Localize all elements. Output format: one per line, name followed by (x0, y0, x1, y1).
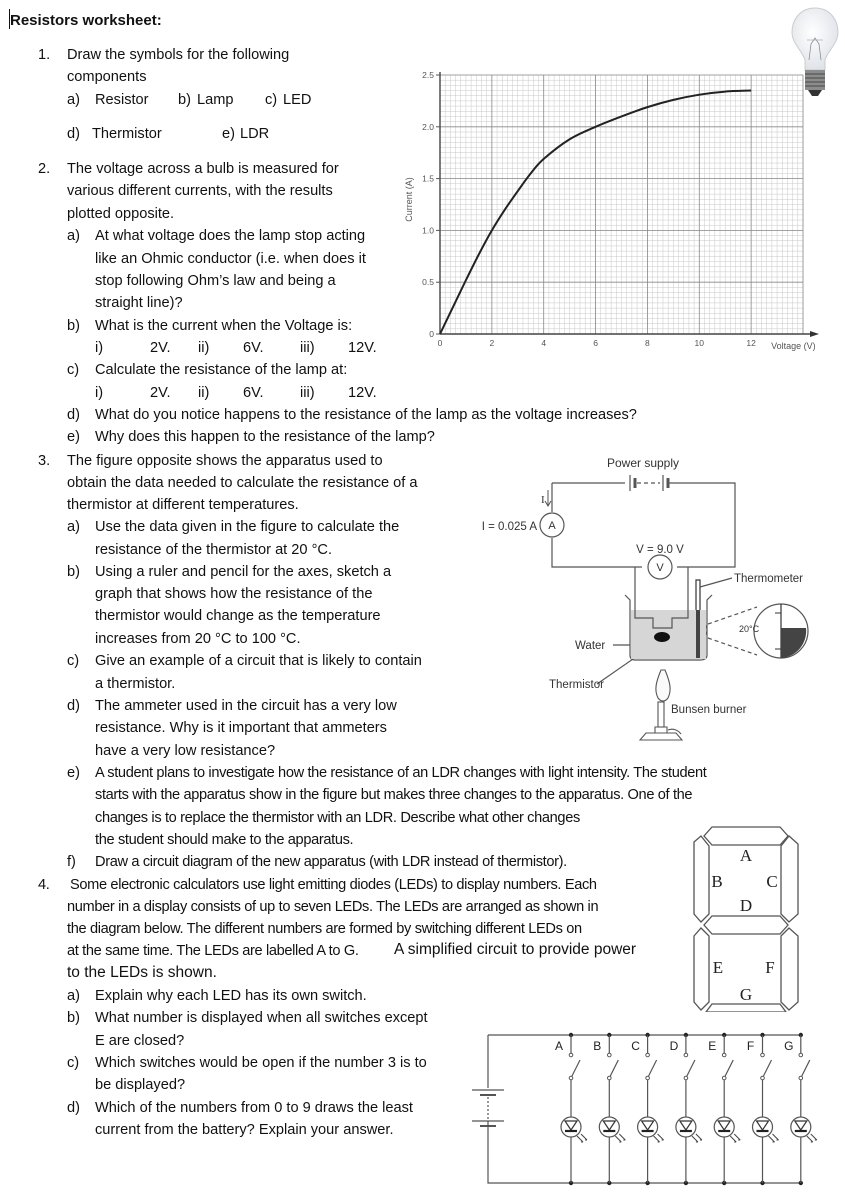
q3a-line2: resistance of the thermistor at 20 °C. (95, 542, 333, 558)
q3c-label: c) (67, 653, 80, 669)
segment-label-c: C (766, 872, 778, 891)
q2b-text: What is the current when the Voltage is: (95, 318, 353, 334)
q3a-line1: Use the data given in the figure to calculate the (95, 519, 400, 535)
led-icon (561, 1117, 587, 1142)
q3-intro-3: thermistor at different temperatures. (67, 497, 299, 513)
chart-y-tick-label: 2.0 (422, 121, 434, 132)
switch-c[interactable] (646, 1053, 657, 1080)
q3b-line3: thermistor would change as the temperature (95, 608, 381, 624)
q2-intro-2: various different currents, with the results (67, 183, 333, 199)
segment-label-b: B (711, 872, 723, 891)
q1-item-e-label: e) (222, 126, 235, 142)
q2c-iii-value: 12V. (348, 385, 377, 401)
light-rays-icon (769, 1134, 779, 1142)
q2d-label: d) (67, 407, 80, 423)
q4-line5: to the LEDs is shown. (67, 964, 217, 981)
switch-lever (802, 1060, 810, 1076)
segment-f (781, 928, 798, 1010)
segment-label-a: A (739, 846, 753, 865)
chart-x-tick-label: 4 (541, 338, 547, 348)
q4-line4a: at the same time. The LEDs are labelled A to G. (67, 943, 359, 959)
chart-x-tick-label: 10 (694, 338, 705, 348)
q1-text-line2: components (67, 69, 147, 85)
q3d-line3: have a very low resistance? (95, 743, 276, 759)
q2c-iii: iii) (300, 385, 315, 401)
q2d-text: What do you notice happens to the resistance of the lamp as the voltage increases? (95, 407, 637, 423)
seven-segment-display (690, 822, 810, 1012)
q4b-line2: E are closed? (95, 1033, 185, 1049)
switch-label-a: A (554, 1039, 564, 1053)
q2-intro-1: The voltage across a bulb is measured for (67, 161, 339, 177)
led-icon (714, 1117, 740, 1142)
q3b-line4: increases from 20 °C to 100 °C. (95, 631, 301, 647)
switch-contact (799, 1076, 803, 1080)
q1-number: 1. (38, 47, 51, 63)
q4b-label: b) (67, 1010, 80, 1026)
chart-x-tick-label: 0 (437, 338, 443, 348)
led-branch (555, 1033, 587, 1185)
chart-y-tick-label: 0.5 (422, 277, 434, 288)
light-bulb-icon (788, 4, 842, 100)
led-branch (708, 1033, 740, 1185)
light-rays-icon (730, 1134, 740, 1142)
switch-contact (722, 1053, 726, 1057)
switch-contact (646, 1076, 650, 1080)
switch-label-b: B (593, 1039, 602, 1053)
q1-item-e: LDR (240, 126, 270, 142)
light-rays-icon (577, 1134, 587, 1142)
switch-contact (608, 1076, 612, 1080)
q2b-iii-value: 12V. (348, 340, 377, 356)
q3-intro-1: The figure opposite shows the apparatus used to (67, 453, 383, 469)
current-arrow-icon (545, 490, 551, 506)
q3e-label: e) (67, 765, 80, 781)
segment-c (781, 836, 798, 922)
led-icon (676, 1117, 702, 1142)
q1-item-c: LED (283, 92, 312, 108)
q4-line3: the diagram below. The different numbers are formed by switching different LEDs on (67, 921, 582, 937)
chart-x-tick-label: 8 (645, 338, 650, 348)
led-icon (753, 1117, 779, 1142)
segment-a (704, 827, 788, 845)
chart-x-tick-label: 6 (593, 338, 598, 348)
temperature-reading: 20°C (739, 624, 760, 634)
switch-e[interactable] (722, 1053, 733, 1080)
q2e-label: e) (67, 429, 80, 445)
segment-d (704, 916, 788, 934)
switch-contact (608, 1053, 612, 1057)
switch-lever (610, 1060, 618, 1076)
light-rays-icon (807, 1134, 817, 1142)
q2e-text: Why does this happen to the resistance of the lamp? (95, 429, 435, 445)
thermistor-apparatus-figure (460, 450, 840, 750)
light-rays-icon (654, 1134, 664, 1142)
q2-number: 2. (38, 161, 51, 177)
segment-g (706, 1004, 786, 1012)
q2-intro-3: plotted opposite. (67, 206, 175, 222)
q2b-label: b) (67, 318, 80, 334)
q3a-label: a) (67, 519, 80, 535)
switch-lever (572, 1060, 580, 1076)
q4a-label: a) (67, 988, 80, 1004)
led-icon (638, 1117, 664, 1142)
q2c-i: i) (95, 385, 104, 401)
q3c-line2: a thermistor. (95, 676, 176, 692)
ammeter-symbol: A (548, 520, 556, 532)
q2c-label: c) (67, 362, 80, 378)
q3e-line1: A student plans to investigate how the resistance of an LDR changes with light intensity. The student (95, 765, 707, 781)
switch-contact (684, 1076, 688, 1080)
chart-y-tick-label: 1.0 (422, 225, 434, 236)
switch-lever (725, 1060, 733, 1076)
q1-text-line1: Draw the symbols for the following (67, 47, 290, 63)
led-branch (747, 1033, 779, 1185)
q3d-line2: resistance. Why is it important that ammeters (95, 720, 387, 736)
voltage-value-label: V = 9.0 V (636, 544, 684, 556)
q3d-line1: The ammeter used in the circuit has a very low (95, 698, 397, 714)
q2b-i-value: 2V. (150, 340, 171, 356)
q4d-label: d) (67, 1100, 80, 1116)
chart-y-tick-label: 1.5 (422, 173, 434, 184)
q3e-line2: starts with the apparatus show in the figure but makes three changes to the apparatus. One of the (95, 787, 693, 803)
switch-contact (761, 1076, 765, 1080)
light-rays-icon (692, 1134, 702, 1142)
q3d-label: d) (67, 698, 80, 714)
q2a-label: a) (67, 228, 80, 244)
q3c-line1: Give an example of a circuit that is likely to contain (95, 653, 422, 669)
q4-line2: number in a display consists of up to seven LEDs. The LEDs are arranged as shown in (67, 899, 599, 915)
q1-item-c-label: c) (265, 92, 278, 108)
q4c-label: c) (67, 1055, 80, 1071)
q2a-line2: like an Ohmic conductor (i.e. when does it (95, 251, 366, 267)
segment-e (694, 928, 709, 1010)
q2c-ii-value: 6V. (243, 385, 264, 401)
chart-y-tick-label: 0 (429, 329, 434, 339)
bunsen-burner-label: Bunsen burner (671, 704, 747, 716)
q1-item-d: Thermistor (92, 126, 162, 142)
switch-contact (761, 1053, 765, 1057)
chart-x-tick-label: 12 (746, 338, 756, 348)
chart-x-axis-label: Voltage (V) (771, 341, 816, 351)
q3f-text: Draw a circuit diagram of the new apparatus (with LDR instead of thermistor). (95, 854, 567, 870)
led-branch (784, 1033, 817, 1185)
led-branch (593, 1033, 625, 1185)
switch-label-e: E (708, 1039, 717, 1053)
q3b-line2: graph that shows how the resistance of the (95, 586, 373, 602)
switch-contact (646, 1053, 650, 1057)
switch-contact (722, 1076, 726, 1080)
q1-item-a-label: a) (67, 92, 80, 108)
q4-line1: Some electronic calculators use light emitting diodes (LEDs) to display numbers. Each (70, 877, 597, 893)
q2c-ii: ii) (198, 385, 210, 401)
q2a-line4: straight line)? (95, 295, 183, 311)
q2c-text: Calculate the resistance of the lamp at: (95, 362, 348, 378)
thermistor-component (654, 632, 670, 642)
segment-label-d: D (739, 896, 753, 915)
chart-y-axis-label: Current (A) (404, 177, 414, 222)
led-icon (599, 1117, 625, 1142)
q2c-i-value: 2V. (150, 385, 171, 401)
segment-label-f: F (765, 958, 775, 977)
q2b-ii-value: 6V. (243, 340, 264, 356)
q3e-line4: the student should make to the apparatus. (95, 832, 354, 848)
q4c-line2: be displayed? (95, 1077, 186, 1093)
q2b-iii: iii) (300, 340, 315, 356)
switch-contact (799, 1053, 803, 1057)
chart-x-axis-arrow-icon (810, 331, 819, 337)
q1-item-b-label: b) (178, 92, 191, 108)
switch-a[interactable] (569, 1053, 580, 1080)
voltmeter-symbol: V (656, 562, 664, 574)
q3b-label: b) (67, 564, 80, 580)
switch-contact (569, 1076, 573, 1080)
q3e-line3: changes is to replace the thermistor with an LDR. Describe what other changes (95, 810, 580, 826)
led-branch (631, 1033, 663, 1185)
chart-x-tick-label: 2 (489, 338, 495, 348)
switch-contact (569, 1053, 573, 1057)
switch-contact (684, 1053, 688, 1057)
led-branch (670, 1033, 702, 1185)
page-title: Resistors worksheet: (10, 12, 162, 29)
q1-item-d-label: d) (67, 126, 80, 142)
q4c-line1: Which switches would be open if the number 3 is to (95, 1055, 427, 1071)
thermistor-label: Thermistor (549, 679, 604, 691)
switch-label-f: F (746, 1039, 755, 1053)
switch-d[interactable] (684, 1053, 695, 1080)
q4a-text: Explain why each LED has its own switch. (95, 988, 367, 1004)
segment-label-e: E (712, 958, 724, 977)
q4d-line2: current from the battery? Explain your answer. (95, 1122, 394, 1138)
current-symbol: I (541, 494, 545, 506)
thermometer-label: Thermometer (734, 573, 804, 585)
current-value-label: I = 0.025 A (481, 521, 537, 533)
q3f-label: f) (67, 854, 76, 870)
chart-minor-grid (440, 75, 803, 334)
segment-b (694, 836, 709, 922)
q1-item-b: Lamp (197, 92, 234, 108)
chart-y-tick-label: 2.5 (422, 70, 434, 80)
switch-f[interactable] (761, 1053, 772, 1080)
q2b-ii: ii) (198, 340, 210, 356)
q1-item-a: Resistor (95, 92, 149, 108)
switch-label-g: G (784, 1039, 794, 1053)
segment-label-g: G (739, 985, 753, 1004)
q4d-line1: Which of the numbers from 0 to 9 draws the least (95, 1100, 413, 1116)
q2b-i: i) (95, 340, 104, 356)
switch-lever (764, 1060, 772, 1076)
led-icon (791, 1117, 817, 1142)
q4b-line1: What number is displayed when all switches except (95, 1010, 428, 1026)
light-rays-icon (615, 1134, 625, 1142)
switch-g[interactable] (799, 1053, 810, 1080)
switch-label-c: C (631, 1039, 640, 1053)
q4-line4b: A simplified circuit to provide power (394, 941, 637, 958)
switch-lever (687, 1060, 695, 1076)
switch-label-d: D (669, 1039, 679, 1053)
switch-b[interactable] (608, 1053, 619, 1080)
q4-number: 4. (38, 877, 50, 893)
water-label: Water (575, 640, 606, 652)
current-voltage-chart (395, 60, 835, 355)
power-supply-label: Power supply (606, 456, 680, 470)
led-switch-circuit (470, 1020, 840, 1200)
q2a-line1: At what voltage does the lamp stop acting (95, 228, 366, 244)
q3-number: 3. (38, 453, 51, 469)
q3-intro-2: obtain the data needed to calculate the resistance of a (67, 475, 418, 491)
q2a-line3: stop following Ohm’s law and being a (95, 273, 336, 289)
q3b-line1: Using a ruler and pencil for the axes, sketch a (95, 564, 392, 580)
switch-lever (649, 1060, 657, 1076)
